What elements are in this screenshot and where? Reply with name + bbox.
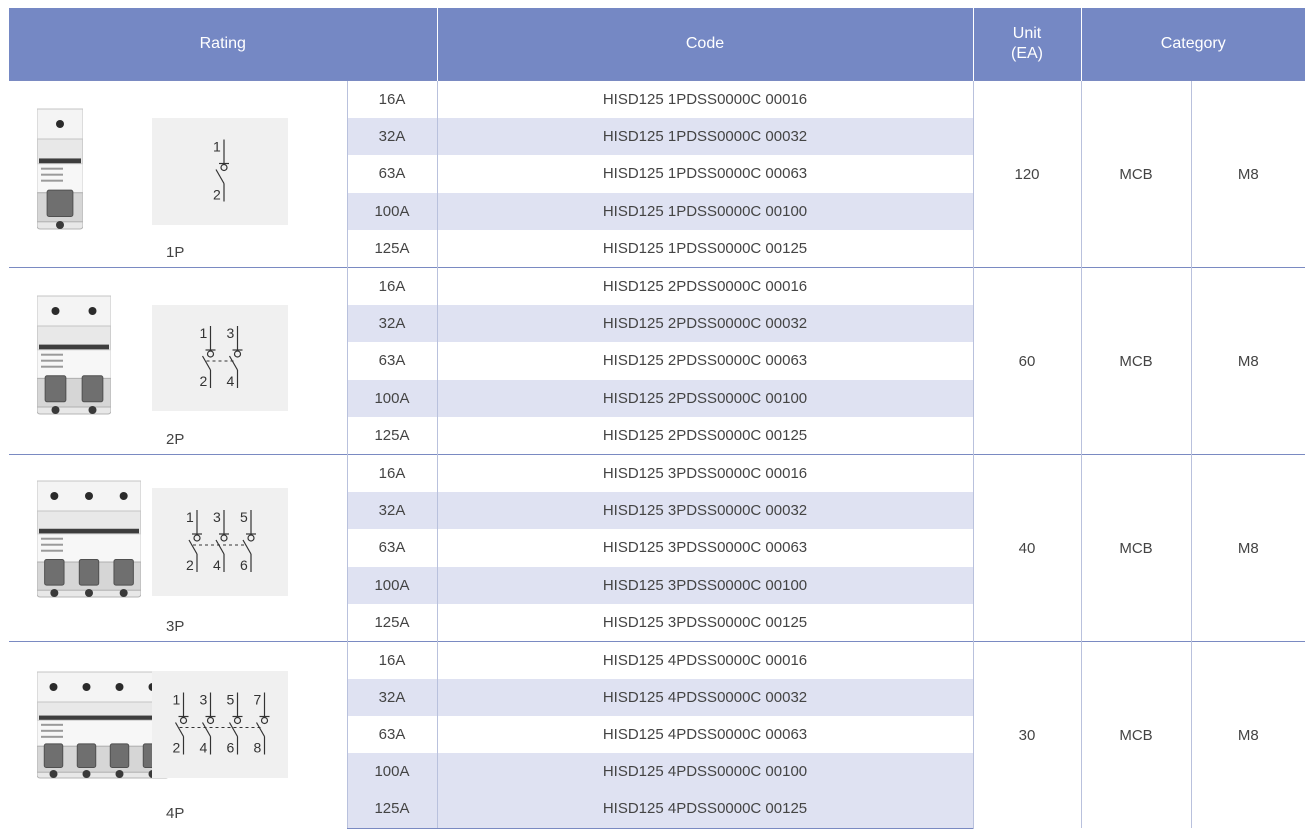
pole-label: 4P xyxy=(166,805,185,822)
switch-schematic xyxy=(152,305,288,411)
rating-image-box xyxy=(9,81,355,267)
rating-amp-cell: 63A xyxy=(347,342,437,379)
terminal-label: 6 xyxy=(226,739,235,756)
switch-schematic xyxy=(152,488,288,596)
terminal-label: 3 xyxy=(226,325,235,341)
pole-label: 3P xyxy=(166,618,185,635)
rating-amp-cell: 125A xyxy=(347,230,437,268)
table-row xyxy=(9,81,1305,119)
rating-image-cell xyxy=(9,455,347,642)
rating-amp-cell: 16A xyxy=(347,642,437,680)
product-code-cell: HISD125 3PDSS0000C 00125 xyxy=(437,604,973,642)
rating-amp-cell: 16A xyxy=(347,81,437,119)
category-type-cell: MCB xyxy=(1081,455,1191,642)
rating-amp-cell: 100A xyxy=(347,753,437,790)
rating-amp-cell: 16A xyxy=(347,268,437,306)
switch-schematic xyxy=(152,118,288,225)
product-code-cell: HISD125 4PDSS0000C 00063 xyxy=(437,716,973,753)
category-code-cell: M8 xyxy=(1191,81,1305,268)
terminal-label: 5 xyxy=(226,691,235,708)
product-code-cell: HISD125 4PDSS0000C 00016 xyxy=(437,642,973,680)
rating-amp-cell: 32A xyxy=(347,118,437,155)
terminal-label: 1 xyxy=(213,138,221,155)
rating-amp-cell: 16A xyxy=(347,455,437,493)
product-code-cell: HISD125 2PDSS0000C 00016 xyxy=(437,268,973,306)
breaker-photo xyxy=(37,475,141,607)
product-code-cell: HISD125 3PDSS0000C 00100 xyxy=(437,567,973,604)
rating-amp-cell: 100A xyxy=(347,380,437,417)
rating-amp-cell: 63A xyxy=(347,155,437,192)
category-code-cell: M8 xyxy=(1191,455,1305,642)
breaker-product-image xyxy=(37,103,83,235)
terminal-screw xyxy=(120,492,128,500)
category-type-cell: MCB xyxy=(1081,81,1191,268)
rating-amp-cell: 32A xyxy=(347,492,437,529)
terminal-label: 5 xyxy=(240,509,248,525)
category-type-cell: MCB xyxy=(1081,642,1191,829)
product-code-cell: HISD125 1PDSS0000C 00125 xyxy=(437,230,973,268)
table-row xyxy=(9,455,1305,493)
product-code-cell: HISD125 4PDSS0000C 00032 xyxy=(437,679,973,716)
table-body xyxy=(9,81,1305,829)
rating-amp-cell: 100A xyxy=(347,567,437,604)
terminal-label: 4 xyxy=(226,373,235,389)
rating-amp-cell: 32A xyxy=(347,305,437,342)
breaker-product-image xyxy=(37,290,111,420)
product-code-cell: HISD125 3PDSS0000C 00016 xyxy=(437,455,973,493)
terminal-screw xyxy=(52,307,60,315)
product-table xyxy=(9,8,1305,829)
terminal-label: 3 xyxy=(199,691,208,708)
terminal-screw xyxy=(56,120,64,128)
table-row xyxy=(9,642,1305,680)
terminal-label: 2 xyxy=(213,186,221,203)
terminal-label: 8 xyxy=(253,739,262,756)
unit-cell: 40 xyxy=(973,455,1081,642)
terminal-label: 1 xyxy=(172,691,181,708)
terminal-label: 4 xyxy=(199,739,208,756)
product-code-cell: HISD125 1PDSS0000C 00063 xyxy=(437,155,973,192)
product-code-cell: HISD125 4PDSS0000C 00100 xyxy=(437,753,973,790)
unit-cell: 60 xyxy=(973,268,1081,455)
terminal-label: 3 xyxy=(213,509,221,525)
breaker-product-image xyxy=(37,666,169,784)
breaker-photo xyxy=(37,290,111,424)
rating-amp-cell: 125A xyxy=(347,604,437,642)
category-code-cell: M8 xyxy=(1191,642,1305,829)
terminal-label: 4 xyxy=(213,557,221,573)
header-unit-line1: Unit xyxy=(1012,25,1042,42)
product-code-cell: HISD125 3PDSS0000C 00032 xyxy=(437,492,973,529)
terminal-screw xyxy=(89,307,97,315)
rating-image-box xyxy=(9,455,355,641)
header-unit-line2: (EA) xyxy=(1011,45,1043,62)
terminal-label: 1 xyxy=(199,325,208,341)
product-code-cell: HISD125 2PDSS0000C 00063 xyxy=(437,342,973,379)
terminal-label: 2 xyxy=(199,373,208,389)
terminal-screw xyxy=(50,683,58,691)
terminal-label: 7 xyxy=(253,691,262,708)
table-row xyxy=(9,268,1305,306)
product-code-cell: HISD125 2PDSS0000C 00100 xyxy=(437,380,973,417)
rating-amp-cell: 32A xyxy=(347,679,437,716)
terminal-screw xyxy=(85,492,93,500)
product-code-cell: HISD125 1PDSS0000C 00100 xyxy=(437,193,973,230)
switch-symbol-diagram xyxy=(152,118,288,225)
rating-image-cell xyxy=(9,81,347,268)
terminal-screw xyxy=(116,683,124,691)
pole-label: 1P xyxy=(166,244,185,261)
terminal-label: 2 xyxy=(186,557,194,573)
header-rating: Rating xyxy=(9,8,437,81)
terminal-screw xyxy=(83,683,91,691)
product-code-cell: HISD125 2PDSS0000C 00125 xyxy=(437,417,973,455)
rating-amp-cell: 125A xyxy=(347,417,437,455)
switch-symbol-diagram xyxy=(152,671,288,778)
unit-cell: 120 xyxy=(973,81,1081,268)
pole-label: 2P xyxy=(166,431,185,448)
unit-cell: 30 xyxy=(973,642,1081,829)
product-code-cell: HISD125 3PDSS0000C 00063 xyxy=(437,529,973,566)
terminal-screw xyxy=(50,492,58,500)
category-code-cell: M8 xyxy=(1191,268,1305,455)
rating-amp-cell: 63A xyxy=(347,529,437,566)
rating-image-box xyxy=(9,642,355,828)
terminal-label: 2 xyxy=(172,739,181,756)
switch-symbol-diagram xyxy=(152,488,288,596)
product-table-container xyxy=(9,8,1305,829)
breaker-photo xyxy=(37,103,83,239)
rating-amp-cell: 63A xyxy=(347,716,437,753)
header-unit xyxy=(973,8,1081,81)
table-header-row xyxy=(9,8,1305,81)
rating-image-box xyxy=(9,268,355,454)
header-category: Category xyxy=(1081,8,1305,81)
product-code-cell: HISD125 2PDSS0000C 00032 xyxy=(437,305,973,342)
switch-symbol-diagram xyxy=(152,305,288,411)
rating-amp-cell: 100A xyxy=(347,193,437,230)
switch-schematic xyxy=(152,671,288,778)
rating-image-cell xyxy=(9,642,347,829)
rating-image-cell xyxy=(9,268,347,455)
product-code-cell: HISD125 4PDSS0000C 00125 xyxy=(437,790,973,828)
terminal-label: 6 xyxy=(240,557,248,573)
rating-amp-cell: 125A xyxy=(347,790,437,828)
breaker-product-image xyxy=(37,475,141,603)
product-code-cell: HISD125 1PDSS0000C 00032 xyxy=(437,118,973,155)
category-type-cell: MCB xyxy=(1081,268,1191,455)
header-code: Code xyxy=(437,8,973,81)
product-code-cell: HISD125 1PDSS0000C 00016 xyxy=(437,81,973,119)
breaker-photo xyxy=(37,666,169,788)
terminal-label: 1 xyxy=(186,509,194,525)
